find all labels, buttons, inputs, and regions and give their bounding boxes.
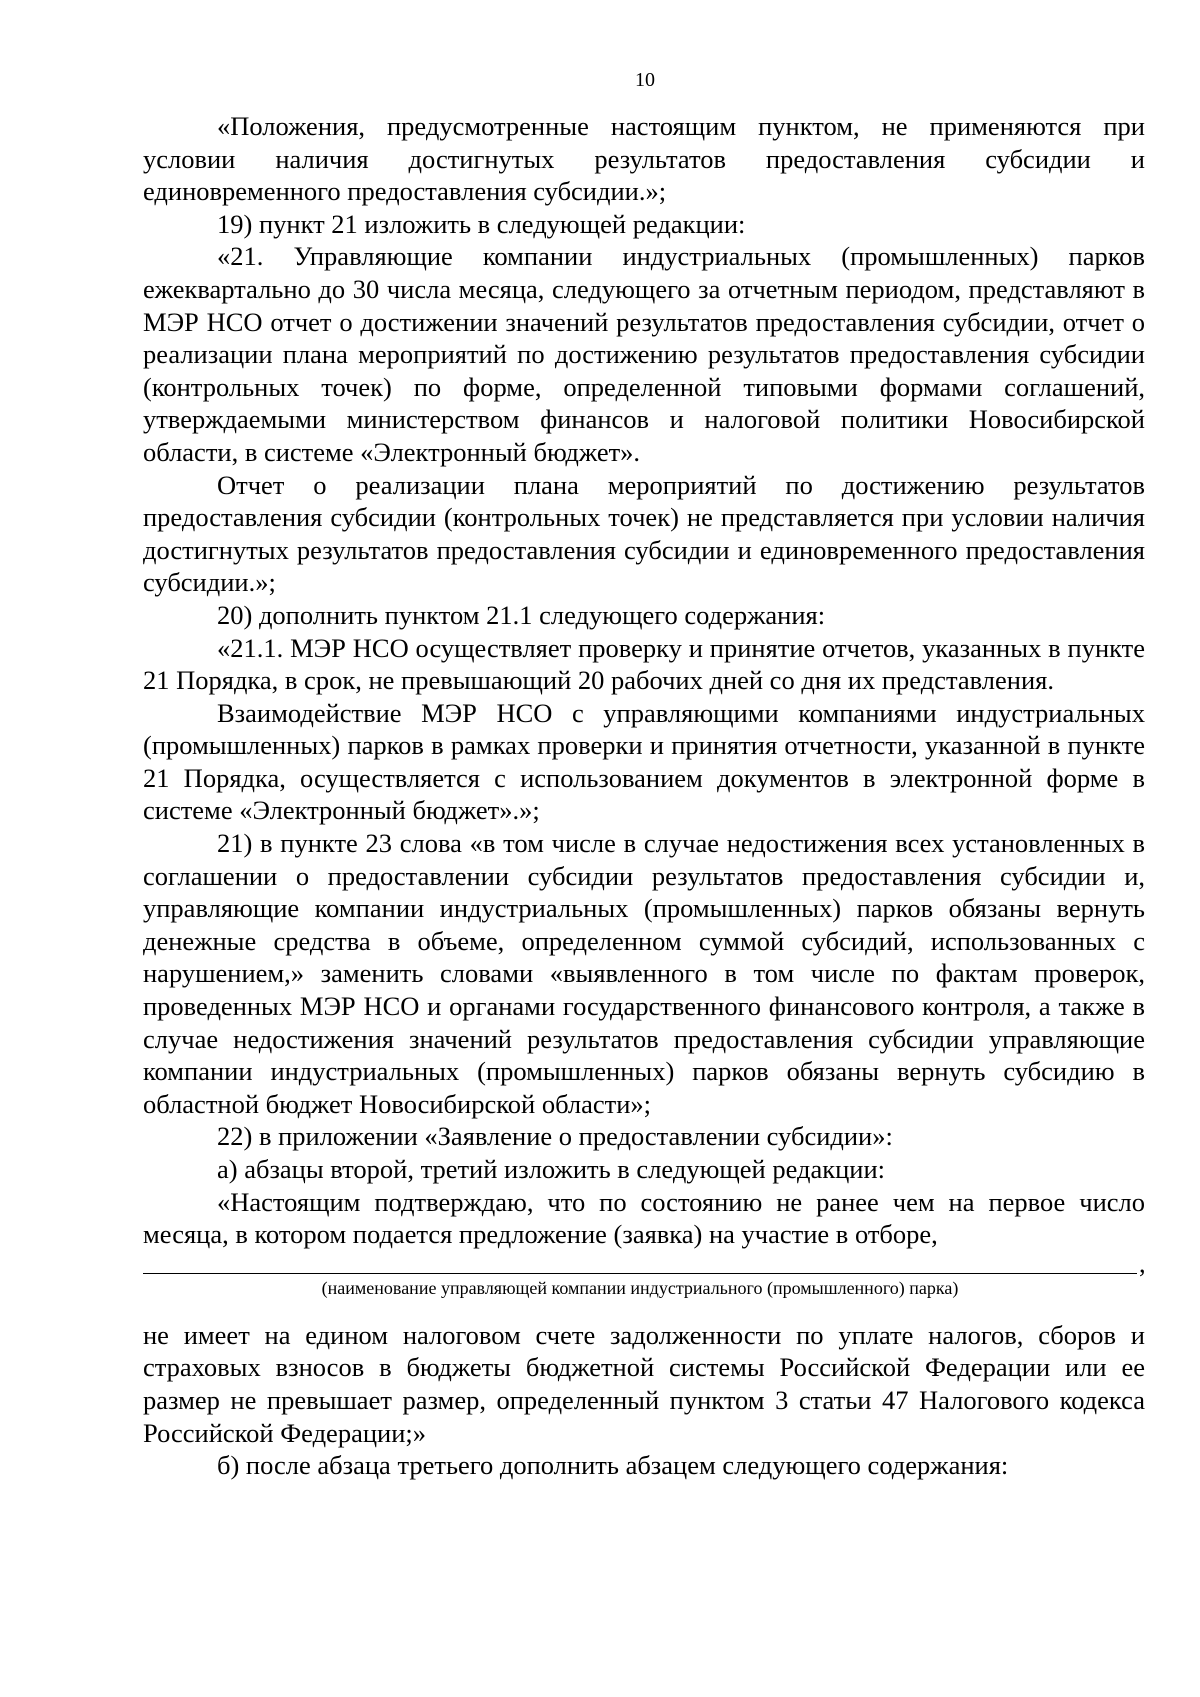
paragraph-interaction: Взаимодействие МЭР НСО с управляющими компаниями индустриальных (промышленных) парков в рамках проверки и принятия отчетности, указанной в пункте 21 Порядка, осуществляется с использованием документов в электронной форме в системе «Электронный бюджет».»; [143, 697, 1145, 826]
document-body [143, 110, 1145, 1482]
company-name-blank [143, 1247, 1146, 1319]
page-number: 10 [635, 69, 655, 91]
paragraph-no-debt: не имеет на едином налоговом счете задолженности по уплате налогов, сборов и страховых взносов в бюджеты бюджетной системы Российской Федерации или ее размер не превышает размер, определенный пунктом 3 статьи 47 Налогового кодекса Российской Федерации;» [143, 1319, 1145, 1448]
paragraph-item-19: 19) пункт 21 изложить в следующей редакции: [217, 208, 746, 239]
paragraph-item-20: 20) дополнить пунктом 21.1 следующего содержания: [217, 599, 826, 630]
blank-fill-line [143, 1273, 1137, 1274]
paragraph-confirmation: «Настоящим подтверждаю, что по состоянию не ранее чем на первое число месяца, в котором подается предложение (заявка) на участие в отборе, [143, 1186, 1145, 1250]
paragraph-clause-21-1: «21.1. МЭР НСО осуществляет проверку и принятие отчетов, указанных в пункте 21 Порядка, в срок, не превышающий 20 рабочих дней со дня их представления. [143, 632, 1145, 696]
paragraph-clause-21: «21. Управляющие компании индустриальных (промышленных) парков ежеквартально до 30 числа месяца, следующего за отчетным периодом, представляют в МЭР НСО отчет о достижении значений результатов предоставления субсидии, отчет о реализации плана мероприятий по достижению результатов предоставления субсидии (контрольных точек) по форме, определенной типовыми формами соглашений, утверждаемыми министерством финансов и налоговой политики Новосибирской области, в системе «Электронный бюджет». [143, 241, 1145, 467]
blank-comma: , [1139, 1247, 1146, 1278]
paragraph-item-21: 21) в пункте 23 слова «в том числе в случае недостижения всех установленных в соглашении о предоставлении субсидии результатов предоставления субсидии и, управляющие компании индустриальных (промышленных) парков обязаны вернуть денежные средства в объеме, определенном суммой субсидий, использованных с нарушением,» заменить словами «выявленного в том числе по фактам проверок, проведенных МЭР НСО и органами государственного финансового контроля, а также в случае недостижения значений результатов предоставления субсидии управляющие компании индустриальных (промышленных) парков обязаны вернуть субсидию в областной бюджет Новосибирской области»; [143, 828, 1145, 1119]
paragraph-item-22: 22) в приложении «Заявление о предоставлении субсидии»: [217, 1121, 893, 1152]
paragraph-subitem-b: б) после абзаца третьего дополнить абзацем следующего содержания: [217, 1450, 1009, 1481]
paragraph-plan-report: Отчет о реализации плана мероприятий по достижению результатов предоставления субсидии (контрольных точек) не представляется при условии наличия достигнутых результатов предоставления субсидии и единовременного предоставления субсидии.»; [143, 469, 1145, 598]
paragraph-subitem-a: а) абзацы второй, третий изложить в следующей редакции: [217, 1154, 886, 1184]
paragraph-positions-not-applied: «Положения, предусмотренные настоящим пунктом, не применяются при условии наличия достигнутых результатов предоставления субсидии и единовременного предоставления субсидии.»; [143, 111, 1145, 207]
blank-caption: (наименование управляющей компании индустриального (промышленного) парка) [321, 1277, 959, 1298]
